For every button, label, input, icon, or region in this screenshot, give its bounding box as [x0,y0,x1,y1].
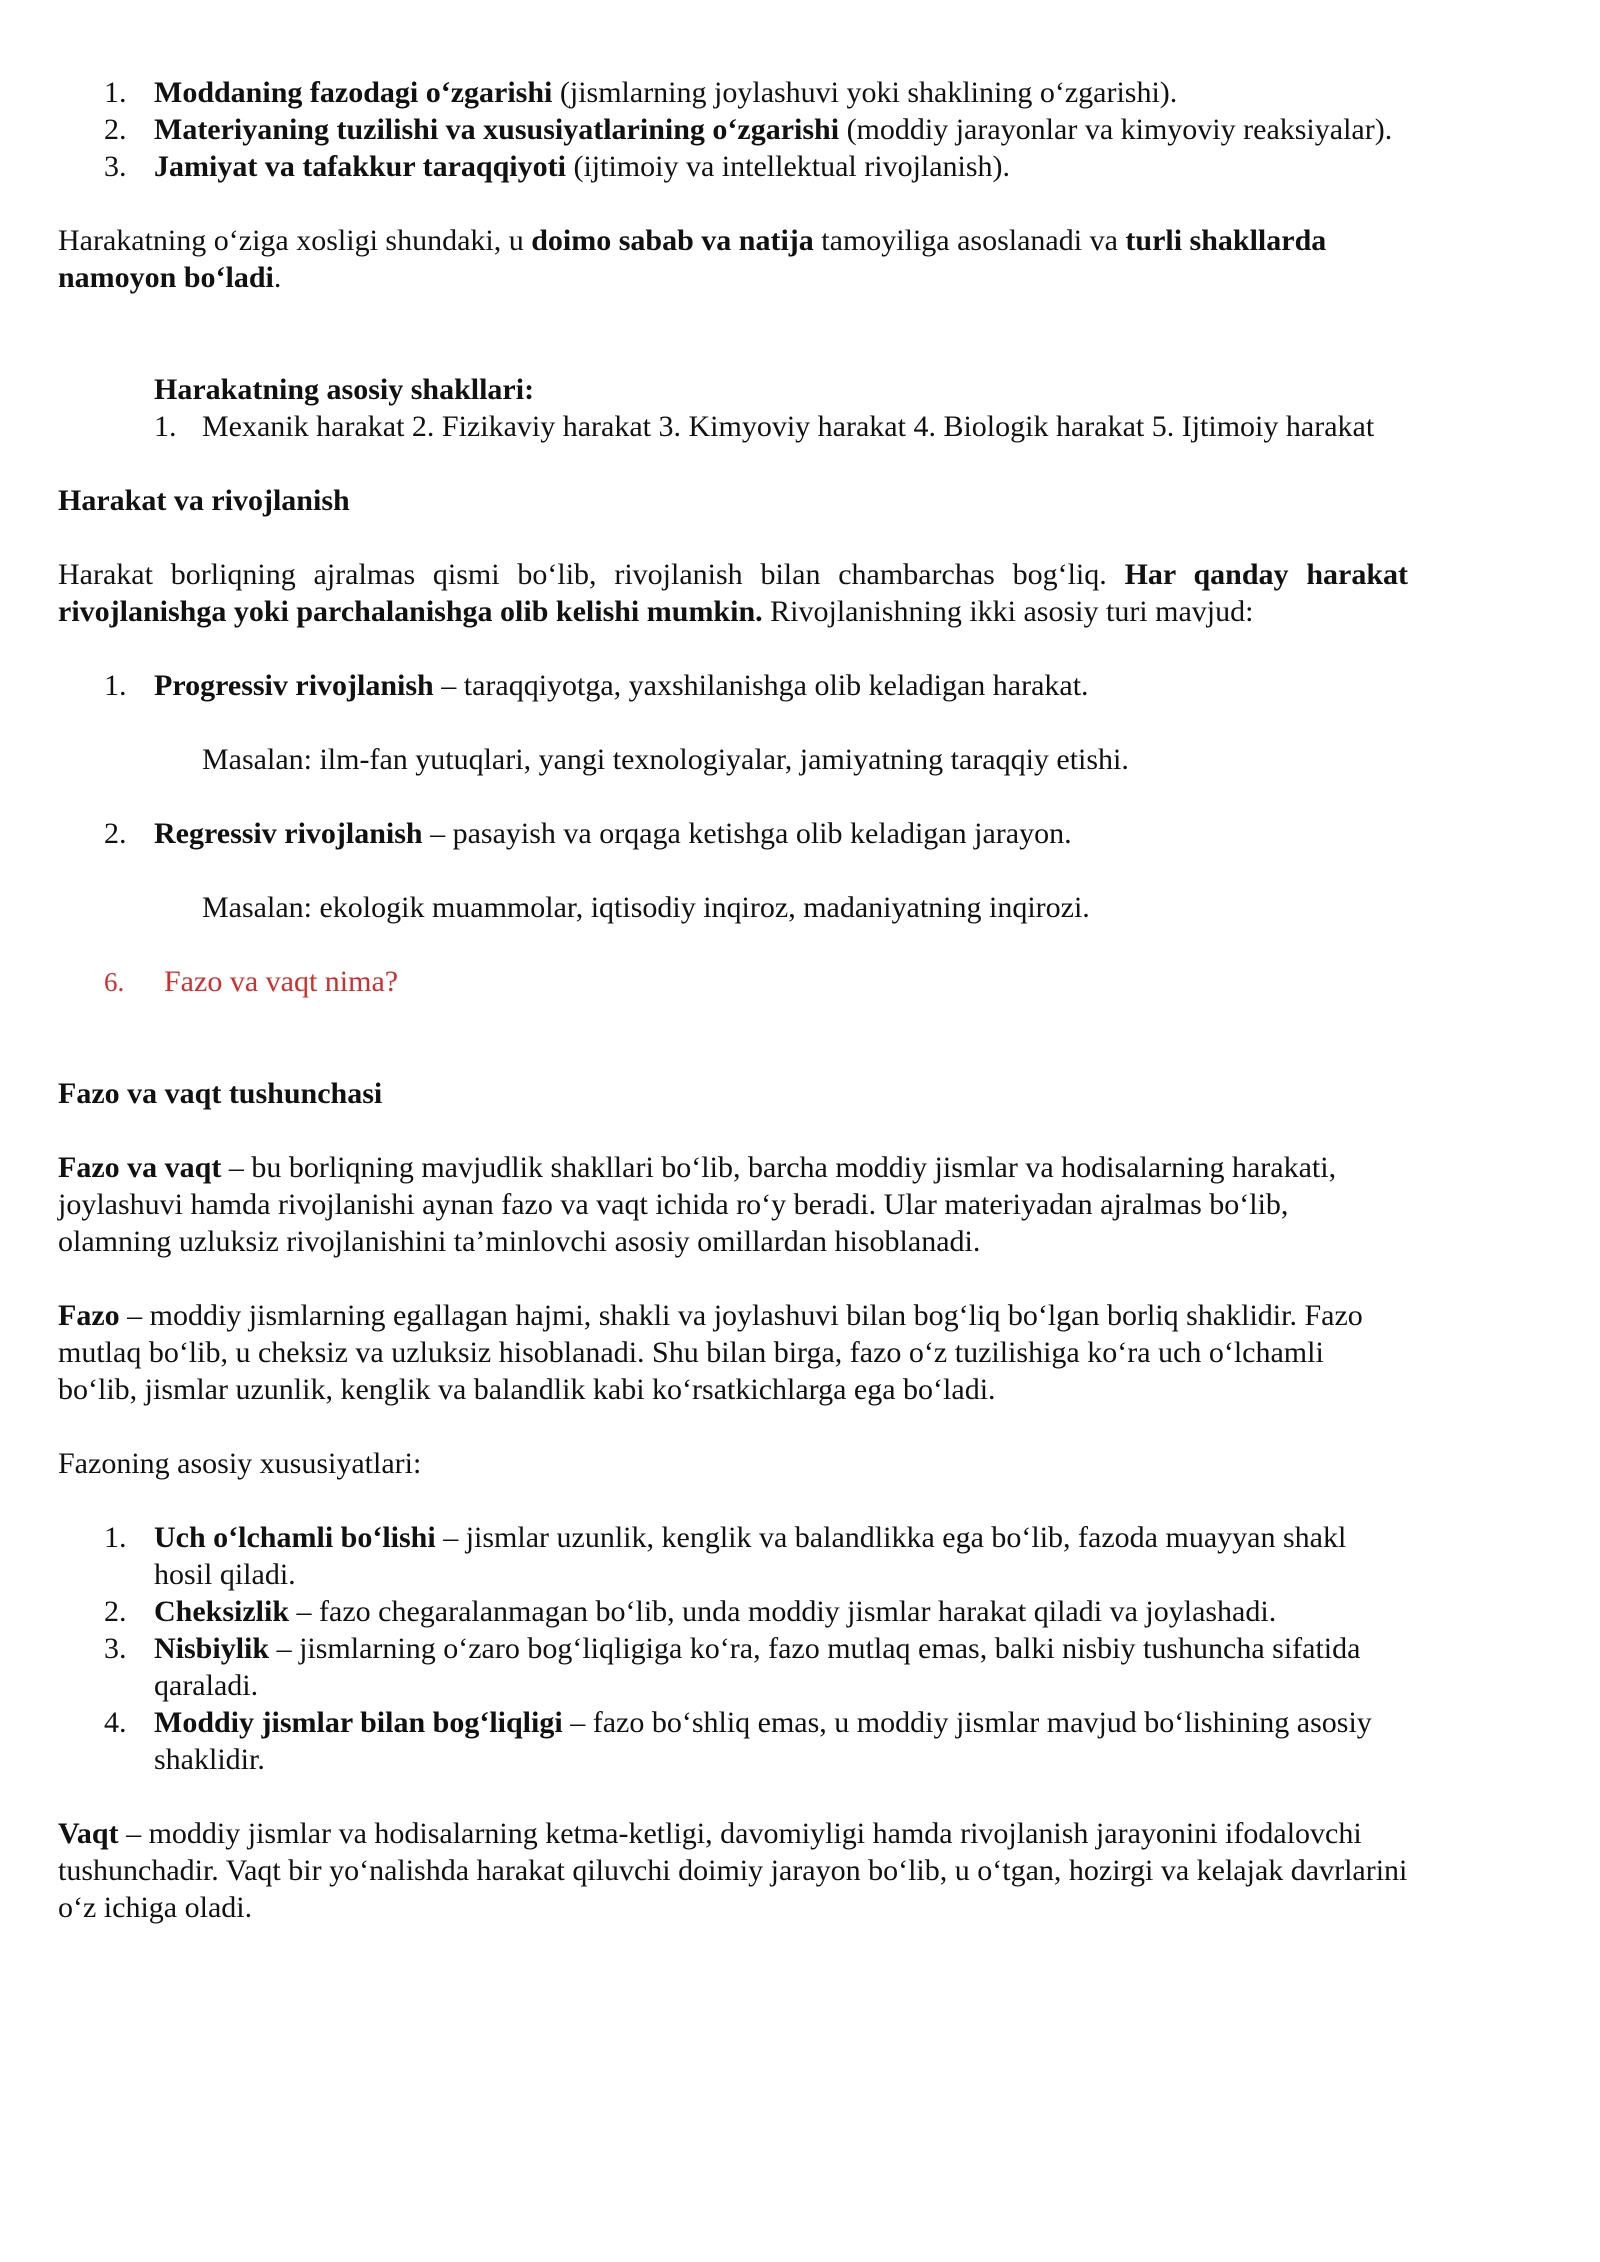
fazo-properties-list [58,1519,1408,1778]
fazo-properties-heading: Fazoning asosiy xususiyatlari: [58,1447,422,1480]
example-text: Masalan: ilm-fan yutuqlari, yangi texnologiyalar, jamiyatning taraqqiy etishi. [202,743,1129,776]
bold-run: Fazo [58,1299,120,1332]
list-item-text: – pasayish va orqaga ketishga olib keladigan jarayon. [422,817,1072,850]
fazo-paragraph [58,1297,1408,1408]
text-run: Harakatning o‘ziga xosligi shundaki, u [58,224,532,257]
list-item-bold: Progressiv rivojlanish [154,669,434,702]
bold-run: doimo sabab va natija [531,224,814,257]
list-item-text: Mexanik harakat 2. Fizikaviy harakat 3. Kimyoviy harakat 4. Biologik harakat 5. Ijtimoiy harakat [202,410,1375,443]
section-heading-rivojlanish [58,482,1408,519]
list-item-text: – jismlarning o‘zaro bog‘liqligiga ko‘ra, fazo mutlaq emas, balki nisbiy tushuncha sifatida qaraladi. [154,1632,1361,1702]
shapes-heading-text: Harakatning asosiy shakllari: [154,373,535,406]
bold-run: turli shakllarda namoyon bo‘ladi [58,224,1327,294]
list-item-text: – fazo chegaralanmagan bo‘lib, unda moddiy jismlar harakat qiladi va joylashadi. [289,1595,1277,1628]
list-item-text: – taraqqiyotga, yaxshilanishga olib keladigan harakat. [433,669,1089,702]
list-number: 1. [104,669,127,702]
list-item [58,815,1408,852]
development-paragraph [58,556,1408,630]
text-run: – bu borliqning mavjudlik shakllari bo‘lib, barcha moddiy jismlar va hodisalarning harakati, joylashuvi hamda rivojlanishi aynan fazo va vaqt ichida ro‘y beradi. Ular materiyadan ajralmas bo‘lib, olamning uzluksiz rivojlanishini ta’minlovchi asosiy omillardan hisoblanadi. [58,1151,1337,1258]
text-run: – moddiy jismlar va hodisalarning ketma-ketligi, davomiyligi hamda rivojlanish jarayonini ifodalovchi tushunchadir. Vaqt bir yo‘nalishda harakat qiluvchi doimiy jarayon bo‘lib, u o‘tgan, hozirgi va kelajak davrlarini o‘z ichiga oladi. [58,1817,1408,1924]
text-run: Harakat borliqning ajralmas qismi bo‘lib, rivojlanish bilan chambarchas bog‘liq. [58,558,1125,591]
list-item [58,667,1408,704]
text-run: Rivojlanishning ikki asosiy turi mavjud: [762,595,1254,628]
list-item-text: (moddiy jarayonlar va kimyoviy reaksiyalar). [839,113,1393,146]
list-number: 2. [104,817,127,850]
bold-run: Har qanday harakat rivojlanishga yoki parchalanishga olib kelishi mumkin. [58,558,1409,628]
list-number: 4. [104,1706,127,1739]
motion-feature-paragraph [58,222,1408,296]
heading-text: Harakat va rivojlanish [58,484,350,517]
list-item-bold: Moddaning fazodagi o‘zgarishi [154,76,553,109]
question-text: Fazo va vaqt nima? [164,965,399,998]
heading-text: Fazo va vaqt tushunchasi [58,1077,383,1110]
question-number: 6. [104,967,125,997]
example-text: Masalan: ekologik muammolar, iqtisodiy inqiroz, madaniyatning inqirozi. [202,891,1090,924]
list-item-text: – jismlar uzunlik, kenglik va balandlikka ega bo‘lib, fazoda muayyan shakl hosil qiladi. [154,1521,1347,1591]
document-body [58,74,1408,1926]
list-item-bold: Cheksizlik [154,1595,290,1628]
list-item [154,408,1408,445]
list-item-bold: Uch o‘lchamli bo‘lishi [154,1521,436,1554]
list-item [58,1519,1408,1593]
list-item-text: (jismlarning joylashuvi yoki shaklining o‘zgarishi). [552,76,1178,109]
list-number: 1. [104,76,127,109]
list-number: 1. [154,410,177,443]
shapes-heading [58,371,1408,408]
list-item-bold: Regressiv rivojlanish [154,817,423,850]
list-item-text: (ijtimoiy va intellektual rivojlanish). [565,150,1011,183]
list-item-bold: Materiyaning tuzilishi va xususiyatlarining o‘zgarishi [154,113,840,146]
list-number: 2. [104,113,127,146]
list-item-text: – fazo bo‘shliq emas, u moddiy jismlar mavjud bo‘lishining asosiy shaklidir. [154,1706,1372,1776]
list-item [58,1704,1408,1778]
list-item [58,111,1408,148]
list-item [58,74,1408,111]
list-item [58,148,1408,185]
list-number: 3. [104,150,127,183]
fazo-vaqt-paragraph [58,1149,1408,1260]
development-types-list-2 [58,815,1408,852]
development-types-list [58,667,1408,704]
vaqt-paragraph [58,1815,1408,1926]
list-item-bold: Moddiy jismlar bilan bog‘liqligi [154,1706,563,1739]
text-run: . [273,261,282,294]
motion-shapes-list [58,408,1408,445]
list-item-bold: Nisbiylik [154,1632,270,1665]
list-number: 1. [104,1521,127,1554]
list-item [58,1630,1408,1704]
question-heading [58,963,1408,1001]
list-number: 2. [104,1595,127,1628]
list-number: 3. [104,1632,127,1665]
section-heading-fazo-vaqt [58,1075,1408,1112]
bold-run: Fazo va vaqt [58,1151,222,1184]
change-types-list [58,74,1408,185]
text-run: – moddiy jismlarning egallagan hajmi, shakli va joylashuvi bilan bog‘liq bo‘lgan borliq shaklidir. Fazo mutlaq bo‘lib, u cheksiz va uzluksiz hisoblanadi. Shu bilan birga, fazo o‘z tuzilishiga ko‘ra uch o‘lchamli bo‘lib, jismlar uzunlik, kenglik va balandlik kabi ko‘rsatkichlarga ega bo‘ladi. [58,1299,1363,1406]
bold-run: Vaqt [58,1817,119,1850]
list-item-bold: Jamiyat va tafakkur taraqqiyoti [154,150,566,183]
text-run: tamoyiliga asoslanadi va [813,224,1126,257]
list-item [58,1593,1408,1630]
